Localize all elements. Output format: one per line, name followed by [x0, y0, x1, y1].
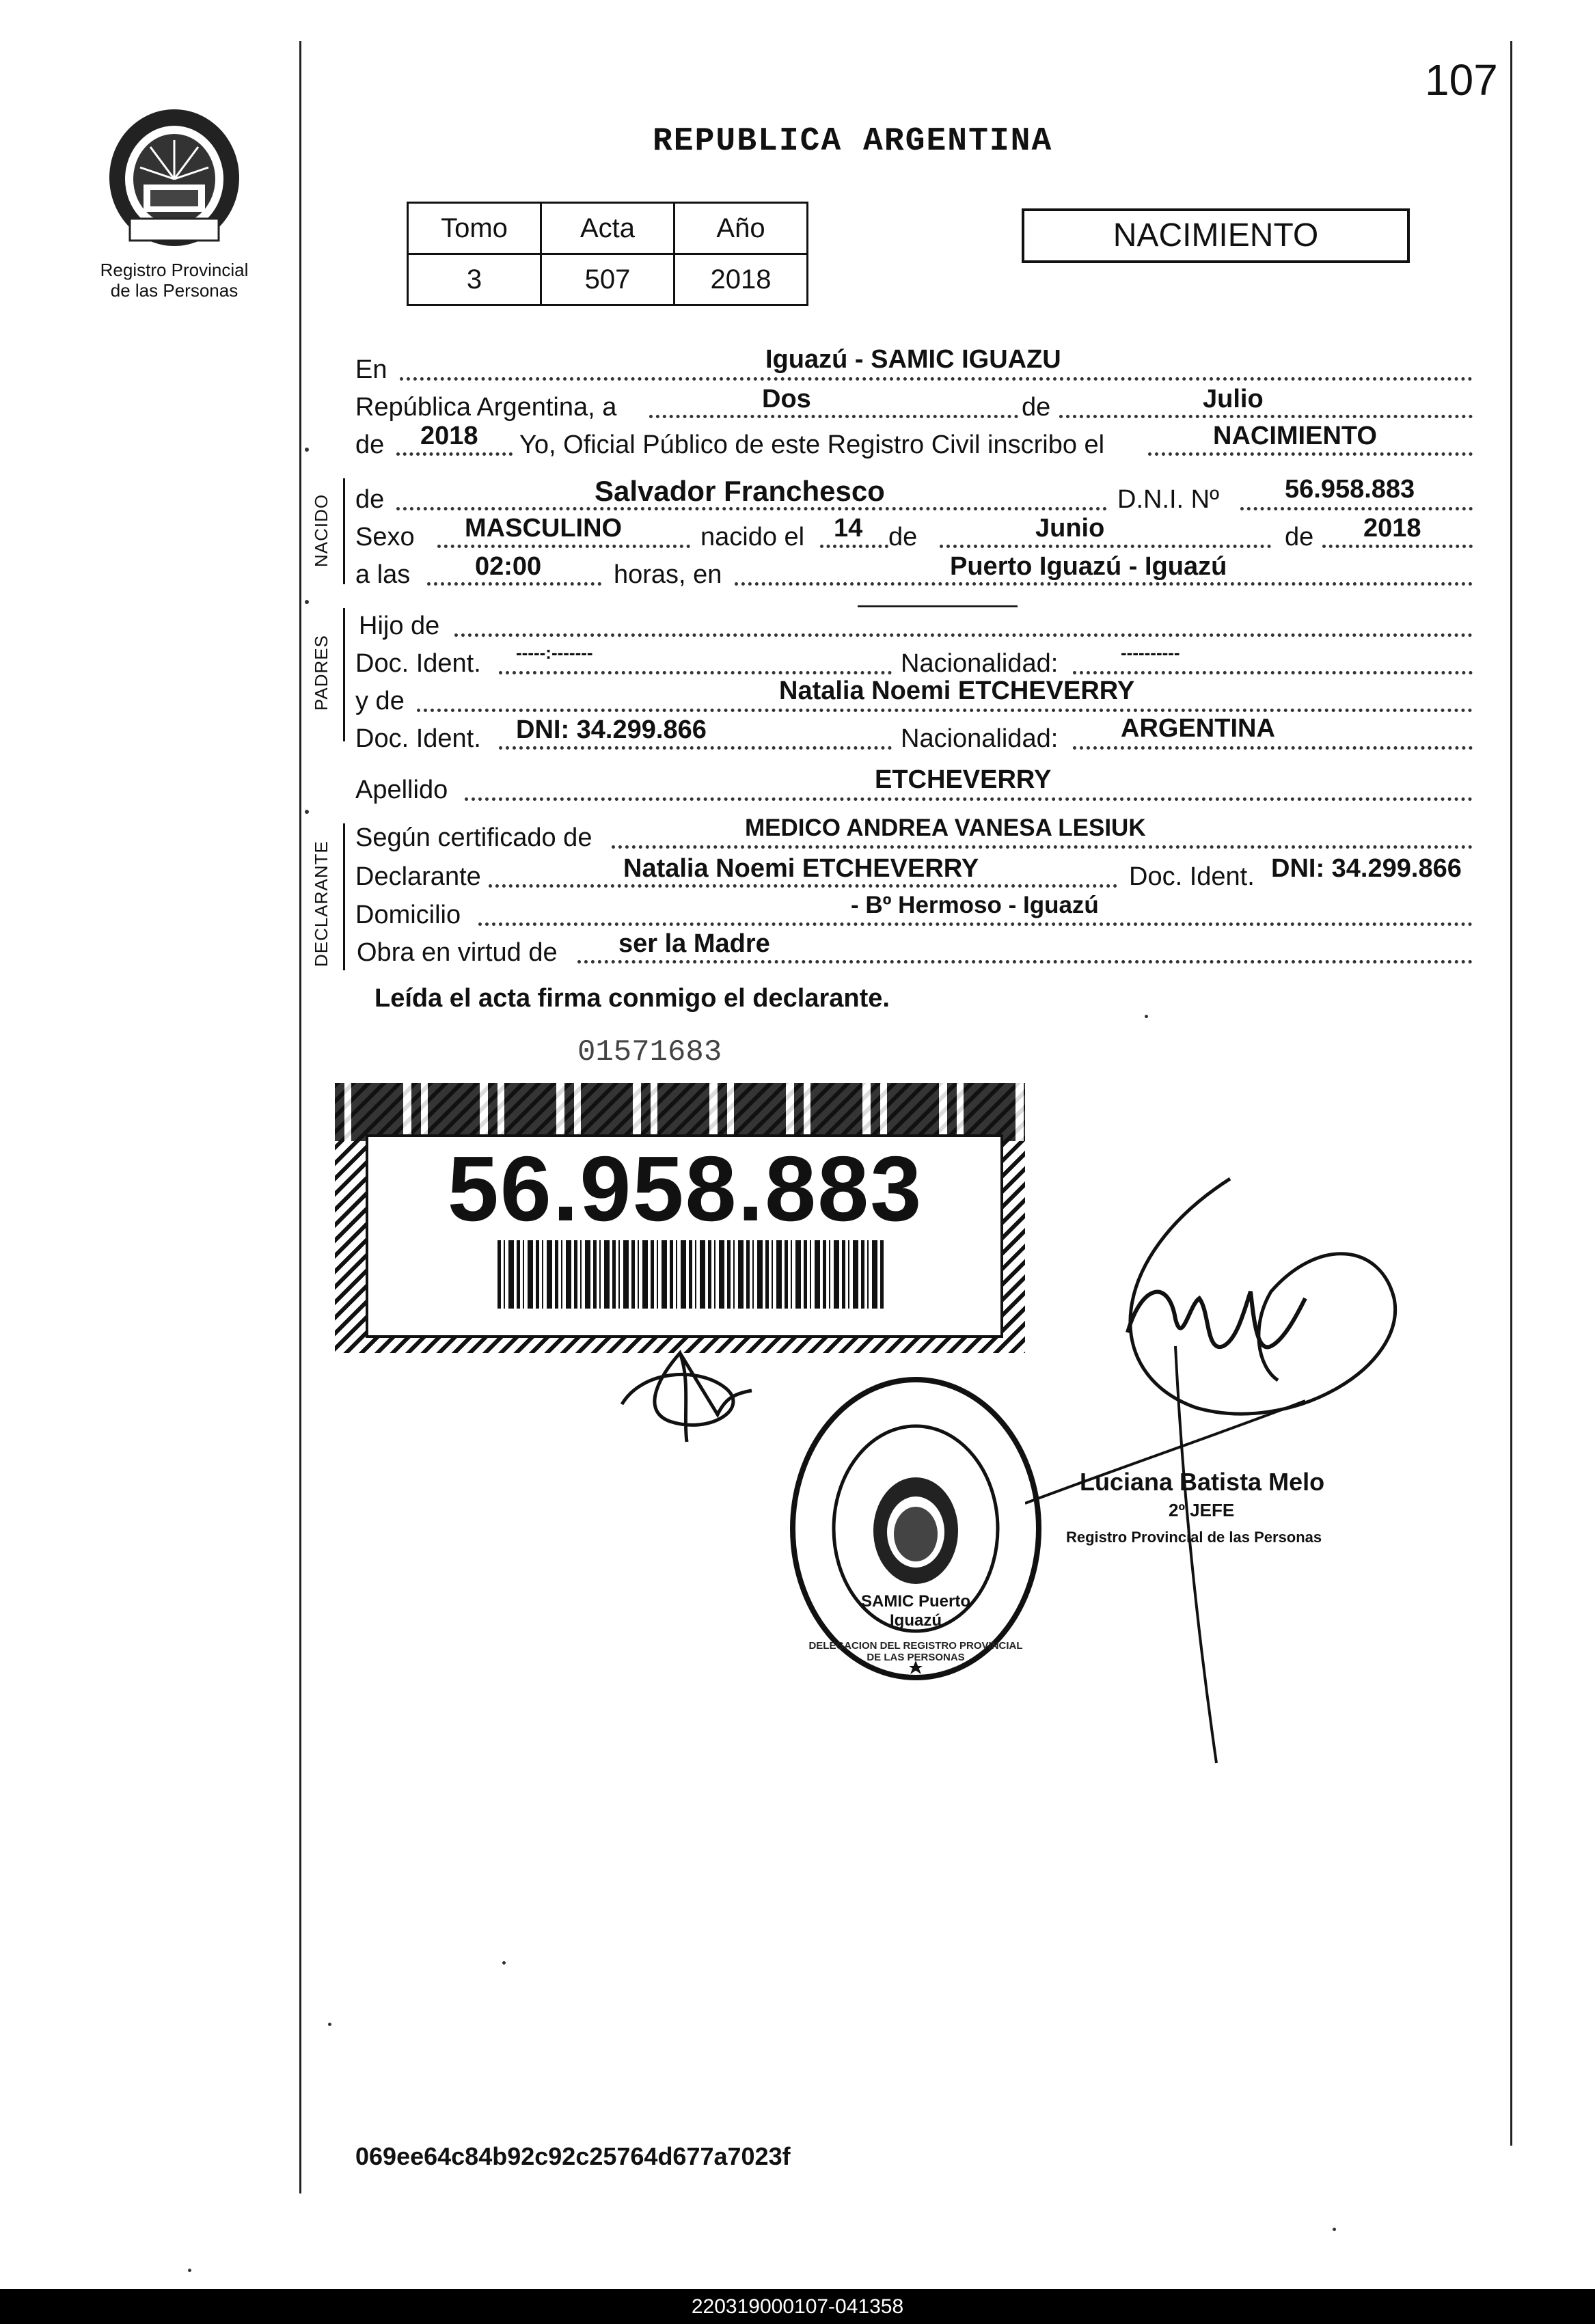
dot-mark [305, 448, 309, 452]
apellido-value: ETCHEVERRY [875, 765, 1052, 794]
dot-mark [1145, 1015, 1148, 1018]
birth-place: Puerto Iguazú - Iguazú [950, 552, 1227, 581]
doc2-label: Doc. Ident. [355, 724, 481, 753]
dotted-line [465, 797, 1473, 801]
dom-value: - Bº Hermoso - Iguazú [851, 892, 1099, 918]
nacido-el-label: nacido el [700, 523, 805, 551]
tomo-value: 3 [408, 254, 541, 305]
dotted-line [820, 545, 888, 548]
dotted-line [1240, 507, 1473, 510]
official-name: Luciana Batista Melo [1080, 1468, 1325, 1496]
page-number: 107 [1425, 55, 1498, 105]
act-value: NACIMIENTO [1213, 422, 1377, 450]
dotted-line [417, 709, 1473, 712]
de-label: de [888, 523, 918, 551]
doc2-value: DNI: 34.299.866 [516, 715, 707, 744]
col-acta-header: Acta [541, 203, 674, 254]
year-value: 2018 [420, 422, 478, 450]
dotted-line [649, 415, 1018, 418]
seal-ring-text: DELEGACION DEL REGISTRO PROVINCIAL DE LAS PERSONAS [808, 1640, 1023, 1663]
dotted-line [577, 960, 1473, 963]
dot-mark [305, 810, 309, 814]
closing-statement: Leída el acta firma conmigo el declarante. [374, 984, 890, 1013]
sexo-value: MASCULINO [465, 514, 623, 543]
col-tomo-header: Tomo [408, 203, 541, 254]
dotted-line [454, 633, 1473, 637]
birth-year: 2018 [1363, 514, 1421, 543]
dotted-line [437, 545, 690, 548]
dotted-line [478, 922, 1473, 926]
nacido-bracket [343, 478, 345, 584]
nacido-de-label: de [355, 485, 385, 514]
decl-doc-value: DNI: 34.299.866 [1271, 854, 1462, 883]
nac2-label: Nacionalidad: [901, 724, 1059, 753]
barcode [497, 1240, 886, 1309]
decl-value: Natalia Noemi ETCHEVERRY [623, 854, 979, 883]
dot-mark [188, 2269, 191, 2272]
footer-code: 220319000107-041358 [0, 2289, 1595, 2324]
dni-label: D.N.I. Nº [1117, 485, 1219, 514]
padres-section-label: PADRES [311, 635, 331, 711]
sexo-label: Sexo [355, 523, 415, 551]
page-title: REPUBLICA ARGENTINA [653, 123, 1053, 160]
oficial-text: Yo, Oficial Público de este Registro Civil inscribo el [519, 430, 1105, 459]
declarant-signature [615, 1339, 772, 1449]
mother-value: Natalia Noemi ETCHEVERRY [779, 676, 1135, 705]
doc1-value: -----:------- [516, 642, 593, 663]
dotted-line [427, 582, 601, 586]
dot-mark [502, 1961, 506, 1965]
dotted-line [1322, 545, 1473, 548]
birth-day: 14 [834, 514, 863, 543]
record-type-box: NACIMIENTO [1022, 208, 1410, 263]
father-value: ————————— [858, 594, 1018, 615]
place-value: Iguazú - SAMIC IGUAZU [765, 345, 1061, 374]
obra-label: Obra en virtud de [357, 938, 558, 967]
dotted-line [489, 884, 1117, 888]
stamp-top-band [335, 1083, 1025, 1141]
logo-caption: Registro Provincial de las Personas [100, 260, 249, 301]
yde-label: y de [355, 687, 405, 715]
en-label: En [355, 355, 387, 384]
de-label-2: de [355, 430, 385, 459]
nac1-value: ---------- [1121, 642, 1180, 663]
dotted-line [1059, 415, 1473, 418]
dotted-line [735, 582, 1473, 586]
dotted-line [940, 545, 1271, 548]
dotted-line [499, 746, 892, 750]
child-dni: 56.958.883 [1285, 475, 1415, 504]
stamp-number: 56.958.883 [447, 1137, 923, 1240]
day-value: Dos [762, 385, 811, 413]
birth-time: 02:00 [475, 552, 542, 581]
child-name: Salvador Franchesco [595, 475, 885, 507]
dotted-line [400, 377, 1473, 381]
month-value: Julio [1203, 385, 1264, 413]
apellido-label: Apellido [355, 776, 448, 804]
nac1-label: Nacionalidad: [901, 649, 1059, 678]
horas-label: horas, en [614, 560, 722, 589]
de-label: de [1022, 393, 1051, 422]
dotted-line [1073, 671, 1473, 674]
a-las-label: a las [355, 560, 411, 589]
dotted-line [1073, 746, 1473, 750]
nacido-section-label: NACIDO [311, 493, 331, 567]
padres-bracket [343, 608, 345, 741]
birth-month: Junio [1035, 514, 1105, 543]
acta-value: 507 [541, 254, 674, 305]
nac2-value: ARGENTINA [1121, 714, 1275, 743]
dot-mark [328, 2023, 331, 2026]
left-margin-line [299, 41, 301, 2193]
decl-label: Declarante [355, 862, 481, 891]
cert-label: Según certificado de [355, 823, 592, 852]
dotted-line [1148, 452, 1473, 456]
right-margin-line [1510, 41, 1512, 2146]
doc1-label: Doc. Ident. [355, 649, 481, 678]
col-anio-header: Año [674, 203, 808, 254]
dotted-line [499, 671, 892, 674]
official-org: Registro Provincial de las Personas [1066, 1529, 1322, 1546]
decl-doc-label: Doc. Ident. [1129, 862, 1255, 891]
official-role: 2º JEFE [1169, 1500, 1235, 1520]
dot-mark [1333, 2228, 1336, 2231]
cert-value: MEDICO ANDREA VANESA LESIUK [745, 815, 1146, 841]
anio-value: 2018 [674, 254, 808, 305]
record-table [407, 202, 808, 306]
declarante-section-label: DECLARANTE [311, 840, 331, 967]
registry-seal [786, 1373, 1046, 1684]
dotted-line [396, 452, 513, 456]
seal-inner-text: SAMIC Puerto Iguazú [860, 1592, 970, 1630]
dom-label: Domicilio [355, 901, 461, 929]
document-hash: 069ee64c84b92c92c25764d677a7023f [355, 2142, 791, 2170]
declarante-bracket [343, 823, 345, 970]
province-logo [103, 102, 246, 253]
dot-mark [305, 600, 309, 604]
dotted-line [612, 845, 1473, 849]
hijo-label: Hijo de [359, 612, 440, 640]
stamp-serial: 01571683 [577, 1035, 722, 1069]
obra-value: ser la Madre [618, 929, 770, 958]
republica-label: República Argentina, a [355, 393, 617, 422]
de-label-2: de [1285, 523, 1314, 551]
